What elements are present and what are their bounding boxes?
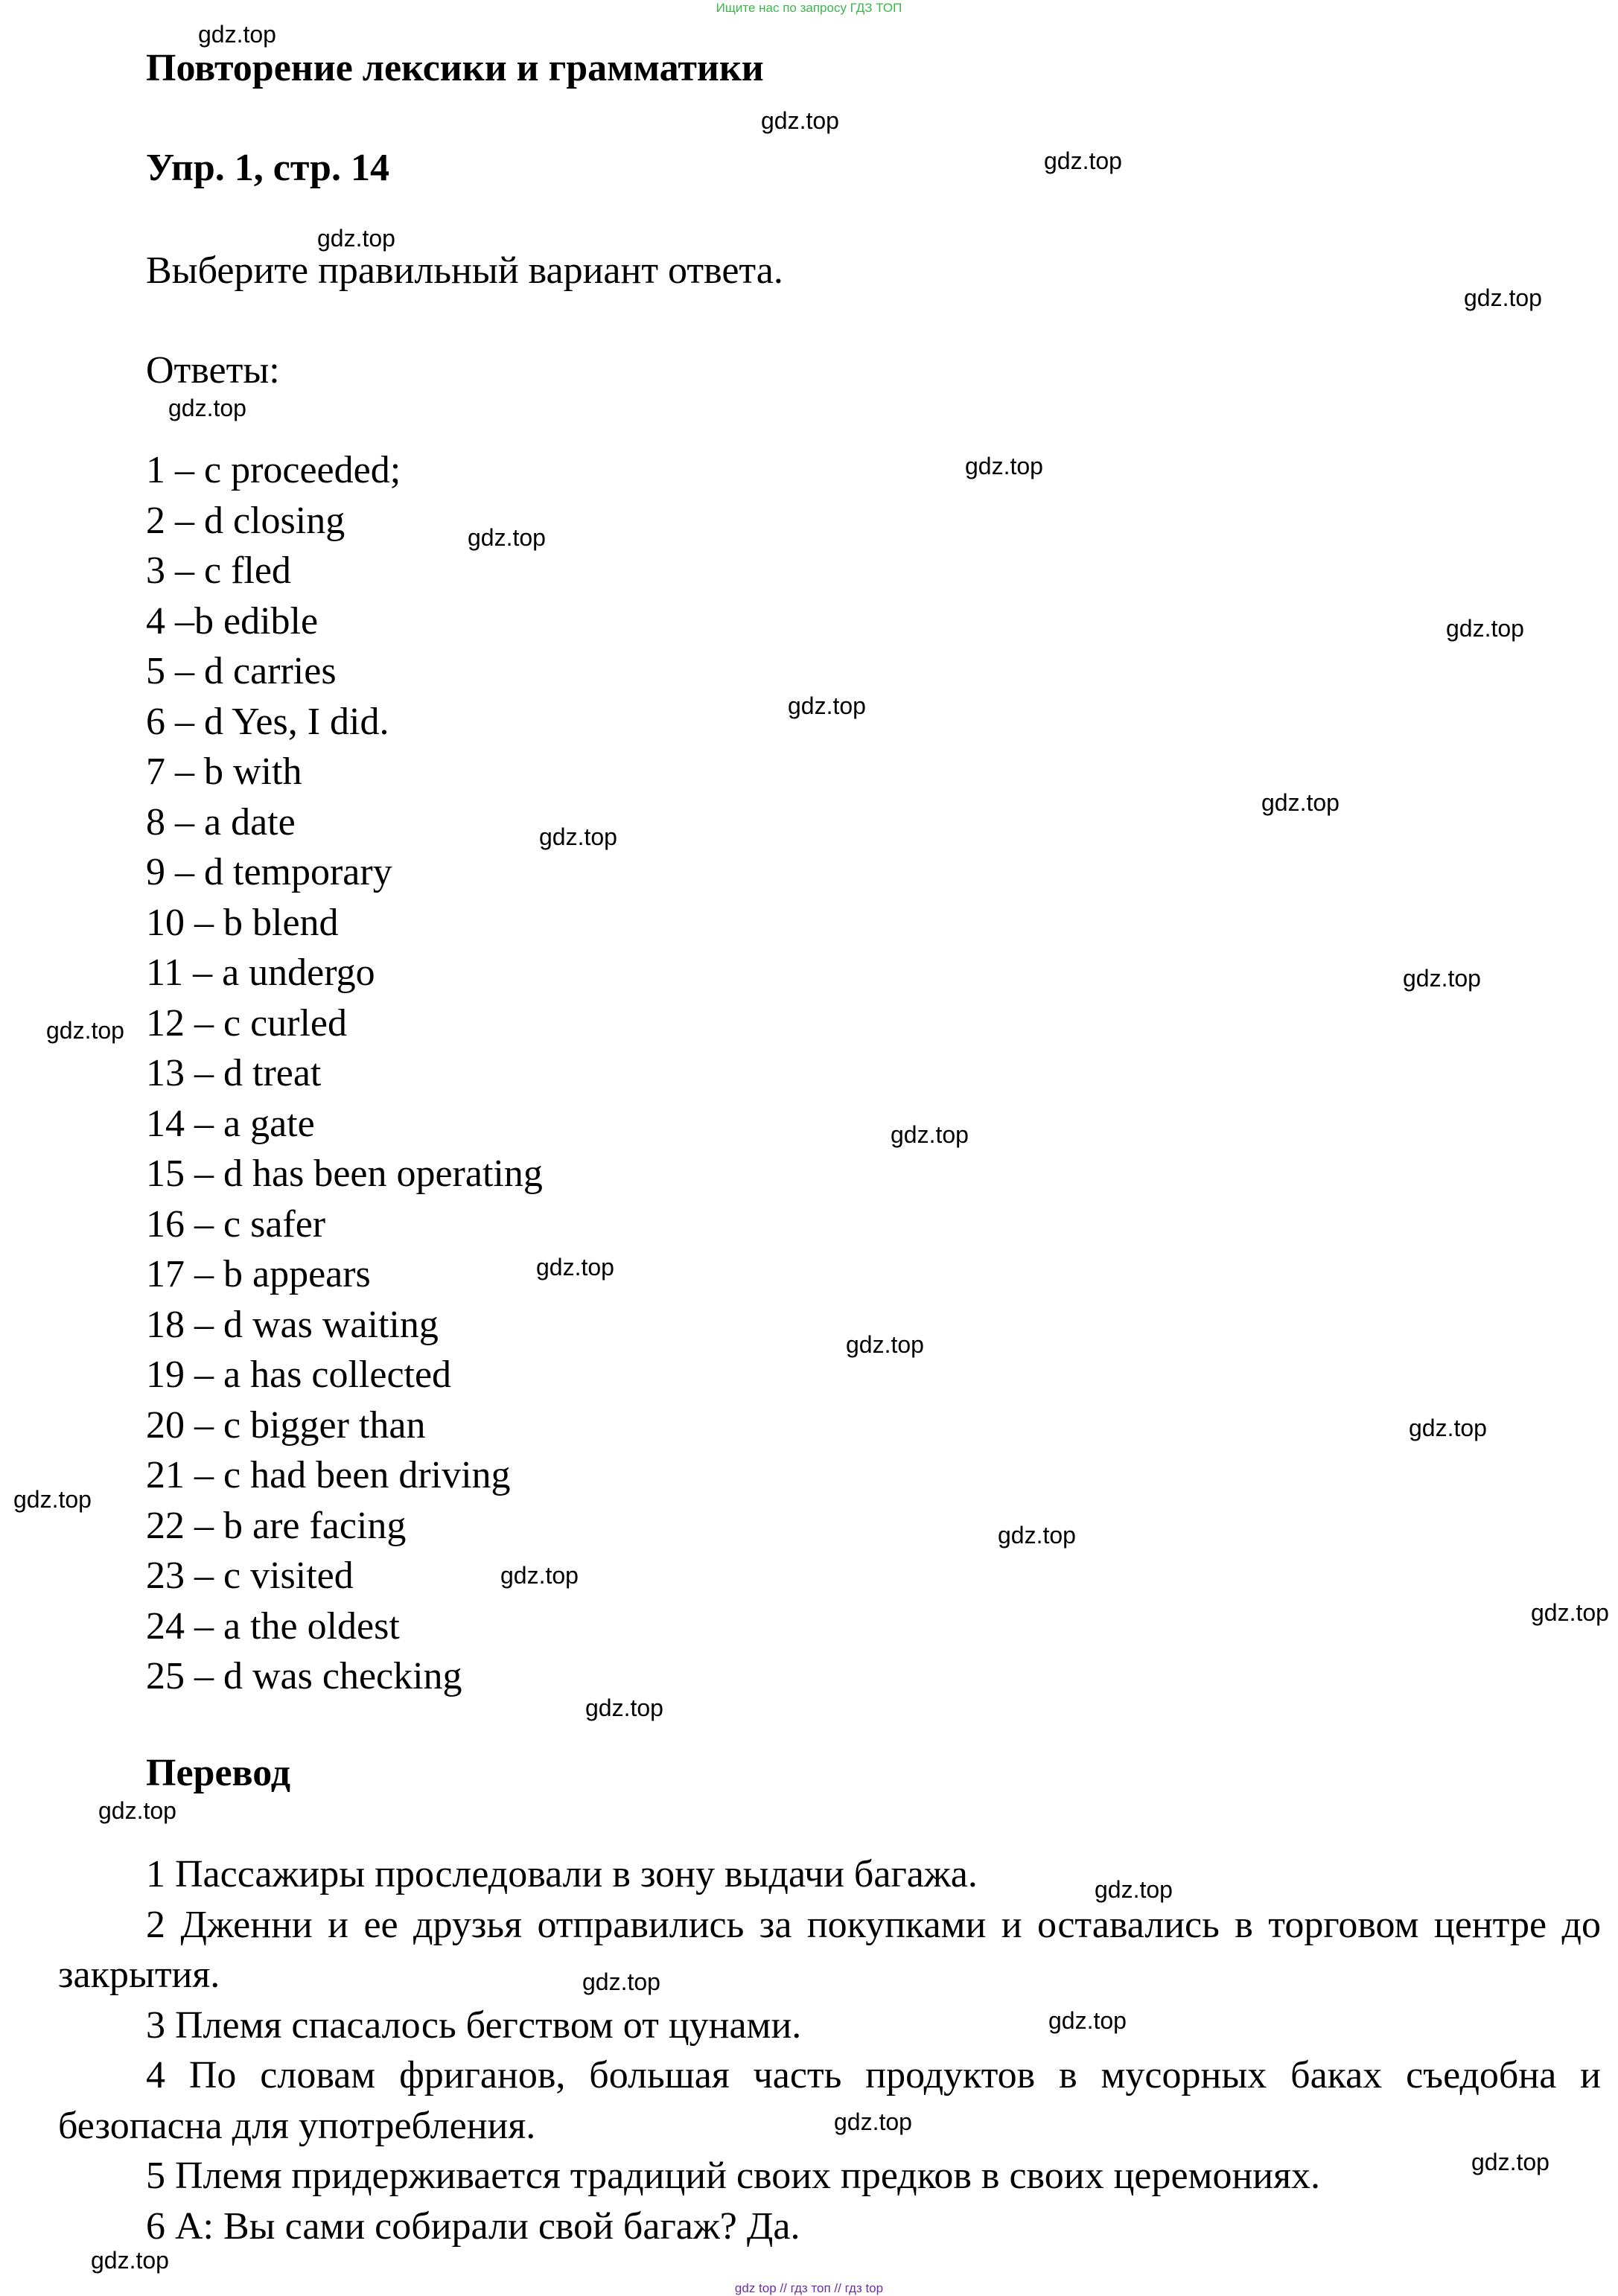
answer-item: 21 – c had been driving bbox=[146, 1454, 511, 1496]
answer-item: 13 – d treat bbox=[146, 1052, 322, 1094]
answer-item: 8 – a date bbox=[146, 800, 296, 844]
watermark: gdz.top bbox=[1531, 1599, 1609, 1626]
watermark: gdz.top bbox=[1403, 965, 1481, 992]
answer-item: 2 – d closing bbox=[146, 499, 345, 542]
watermark: gdz.top bbox=[965, 453, 1043, 479]
answer-item: 7 – b with bbox=[146, 750, 302, 793]
answer-item: 22 – b are facing bbox=[146, 1504, 407, 1547]
answer-item: 18 – d was waiting bbox=[146, 1303, 439, 1346]
watermark: gdz.top bbox=[168, 395, 246, 421]
watermark: gdz.top bbox=[1409, 1415, 1487, 1441]
watermark: gdz.top bbox=[46, 1017, 124, 1044]
watermark: gdz.top bbox=[317, 225, 395, 252]
instruction-text: Выберите правильный вариант ответа. bbox=[146, 249, 783, 292]
answer-item: 23 – c visited bbox=[146, 1554, 354, 1597]
answer-item: 3 – c fled bbox=[146, 549, 291, 592]
answer-item: 9 – d temporary bbox=[146, 851, 392, 893]
section-title: Повторение лексики и грамматики bbox=[146, 47, 764, 89]
watermark: gdz.top bbox=[891, 1121, 969, 1148]
answer-item: 1 – c proceeded; bbox=[146, 449, 401, 491]
watermark: gdz.top bbox=[98, 1797, 176, 1824]
answer-item: 16 – c safer bbox=[146, 1202, 326, 1246]
answer-item: 17 – b appears bbox=[146, 1253, 371, 1295]
exercise-title: Упр. 1, стр. 14 bbox=[146, 147, 389, 189]
answer-item: 4 –b edible bbox=[146, 599, 319, 642]
watermark: gdz.top bbox=[198, 21, 276, 48]
answer-item: 19 – a has collected bbox=[146, 1353, 452, 1396]
watermark: gdz.top bbox=[13, 1486, 92, 1513]
answer-item: 25 – d was checking bbox=[146, 1655, 462, 1697]
watermark: gdz.top bbox=[585, 1694, 663, 1721]
watermark: gdz.top bbox=[536, 1254, 614, 1281]
translation-paragraph: 5 Племя придерживается традиций своих предков в своих церемониях. bbox=[146, 2155, 1321, 2197]
watermark: gdz.top bbox=[91, 2247, 169, 2274]
watermark: gdz.top bbox=[1095, 1876, 1173, 1903]
translation-paragraph: 4 По словам фриганов, большая часть продуктов в мусорных баках съедобна и безопасна для употребления. bbox=[58, 2054, 1601, 2147]
answer-item: 5 – d carries bbox=[146, 650, 337, 692]
answer-item: 20 – c bigger than bbox=[146, 1403, 426, 1447]
translation-block bbox=[58, 1849, 1601, 2251]
watermark: gdz.top bbox=[846, 1331, 924, 1358]
answer-item: 14 – a gate bbox=[146, 1102, 315, 1145]
watermark: gdz.top bbox=[500, 1562, 579, 1589]
watermark: gdz.top bbox=[788, 692, 866, 719]
watermark: gdz.top bbox=[761, 107, 839, 134]
translation-title: Перевод bbox=[146, 1752, 291, 1794]
watermark: gdz.top bbox=[1446, 615, 1524, 642]
translation-paragraph: 3 Племя спасалось бегством от цунами. bbox=[146, 2003, 802, 2047]
watermark: gdz.top bbox=[1261, 789, 1340, 816]
watermark: gdz.top bbox=[998, 1522, 1076, 1549]
answer-item: 10 – b blend bbox=[146, 901, 339, 944]
answer-item: 24 – a the oldest bbox=[146, 1604, 400, 1648]
footer-links: gdz top // гдз топ // гдз top bbox=[734, 2281, 884, 2295]
translation-paragraph: 6 А: Вы сами собирали свой багаж? Да. bbox=[146, 2204, 800, 2248]
watermark: gdz.top bbox=[1048, 2007, 1127, 2034]
answer-item: 11 – a undergo bbox=[146, 951, 375, 994]
watermark: gdz.top bbox=[468, 524, 546, 551]
top-banner: Ищите нас по запросу ГДЗ ТОП bbox=[716, 1, 902, 15]
translation-paragraph: 1 Пассажиры проследовали в зону выдачи багажа. bbox=[146, 1853, 978, 1895]
watermark: gdz.top bbox=[834, 2108, 912, 2135]
answer-item: 6 – d Yes, I did. bbox=[146, 700, 389, 743]
watermark: gdz.top bbox=[582, 1968, 660, 1995]
watermark: gdz.top bbox=[1044, 147, 1122, 174]
watermark: gdz.top bbox=[1471, 2149, 1549, 2175]
answer-item: 12 – c curled bbox=[146, 1001, 348, 1045]
answers-label: Ответы: bbox=[146, 349, 280, 392]
watermark: gdz.top bbox=[539, 823, 617, 850]
watermark: gdz.top bbox=[1464, 284, 1542, 311]
translation-paragraph: 2 Дженни и ее друзья отправились за покупками и оставались в торговом центре до закрытия. bbox=[58, 1903, 1601, 1996]
answer-item: 15 – d has been operating bbox=[146, 1152, 543, 1195]
answers-list bbox=[146, 445, 543, 1702]
